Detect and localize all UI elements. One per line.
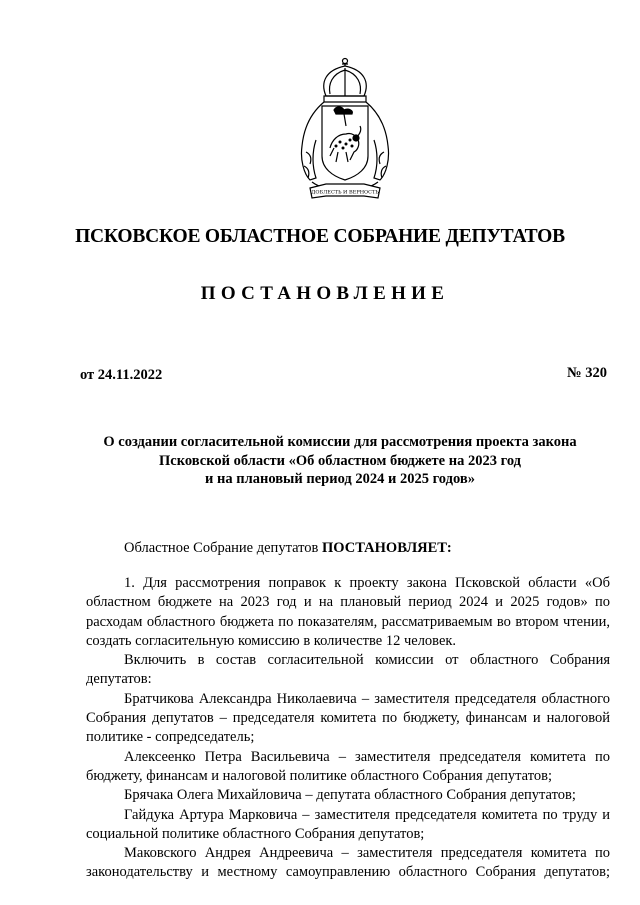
document-type: ПОСТАНОВЛЕНИЕ [200,283,450,304]
document-subject [60,433,620,489]
paragraph: Брячака Олега Михайловича – депутата областного Собрания депутатов; [124,787,576,804]
paragraph: 1. Для рассмотрения поправок к проекту закона Псковской области «Об областном бюджете на 2023 год и на плановый период 2024 и 2025 годов» по расходам областного бюджета по показателям, рассматриваемым во втором чтении, создать согласительную комиссию в количестве 12 человек. [86,575,610,649]
subject-line: и на плановый период 2024 и 2025 годов» [205,471,475,487]
document-date: от 24.11.2022 [80,367,163,383]
paragraph: Маковского Андрея Андреевича – заместителя председателя комитета по законодательству и местному самоуправлению областного Собрания депутатов; [86,845,610,881]
paragraph: Включить в состав согласительной комиссии от областного Собрания депутатов: [86,652,610,688]
preamble-text: Областное Собрание депутатов [124,540,323,556]
document-number: № 320 [567,365,607,381]
pskov-coat-of-arms-icon [290,56,400,208]
preamble-emphasis: ПОСТАНОВЛЯЕТ: [322,540,452,556]
svg-text:ДОБЛЕСТЬ И ВЕРНОСТЬ: ДОБЛЕСТЬ И ВЕРНОСТЬ [311,189,379,196]
subject-line: Псковской области «Об областном бюджете на 2023 год [158,452,521,469]
subject-line: О создании согласительной комиссии для рассмотрения проекта закона [103,434,577,450]
resolution-preamble [124,540,452,557]
resolution-body [86,574,610,883]
paragraph: Гайдука Артура Марковича – заместителя председателя комитета по труду и социальной политике областного Собрания депутатов; [86,806,610,842]
paragraph: Братчикова Александра Николаевича – заместителя председателя областного Собрания депутатов – председателя комитета по бюджету, финансам и налоговой политике - сопредседатель; [86,690,610,746]
organization-title: ПСКОВСКОЕ ОБЛАСТНОЕ СОБРАНИЕ ДЕПУТАТОВ [75,226,565,247]
paragraph: Алексеенко Петра Васильевича – заместителя председателя комитета по бюджету, финансам и налоговой политике областного Собрания депутатов; [86,748,610,784]
